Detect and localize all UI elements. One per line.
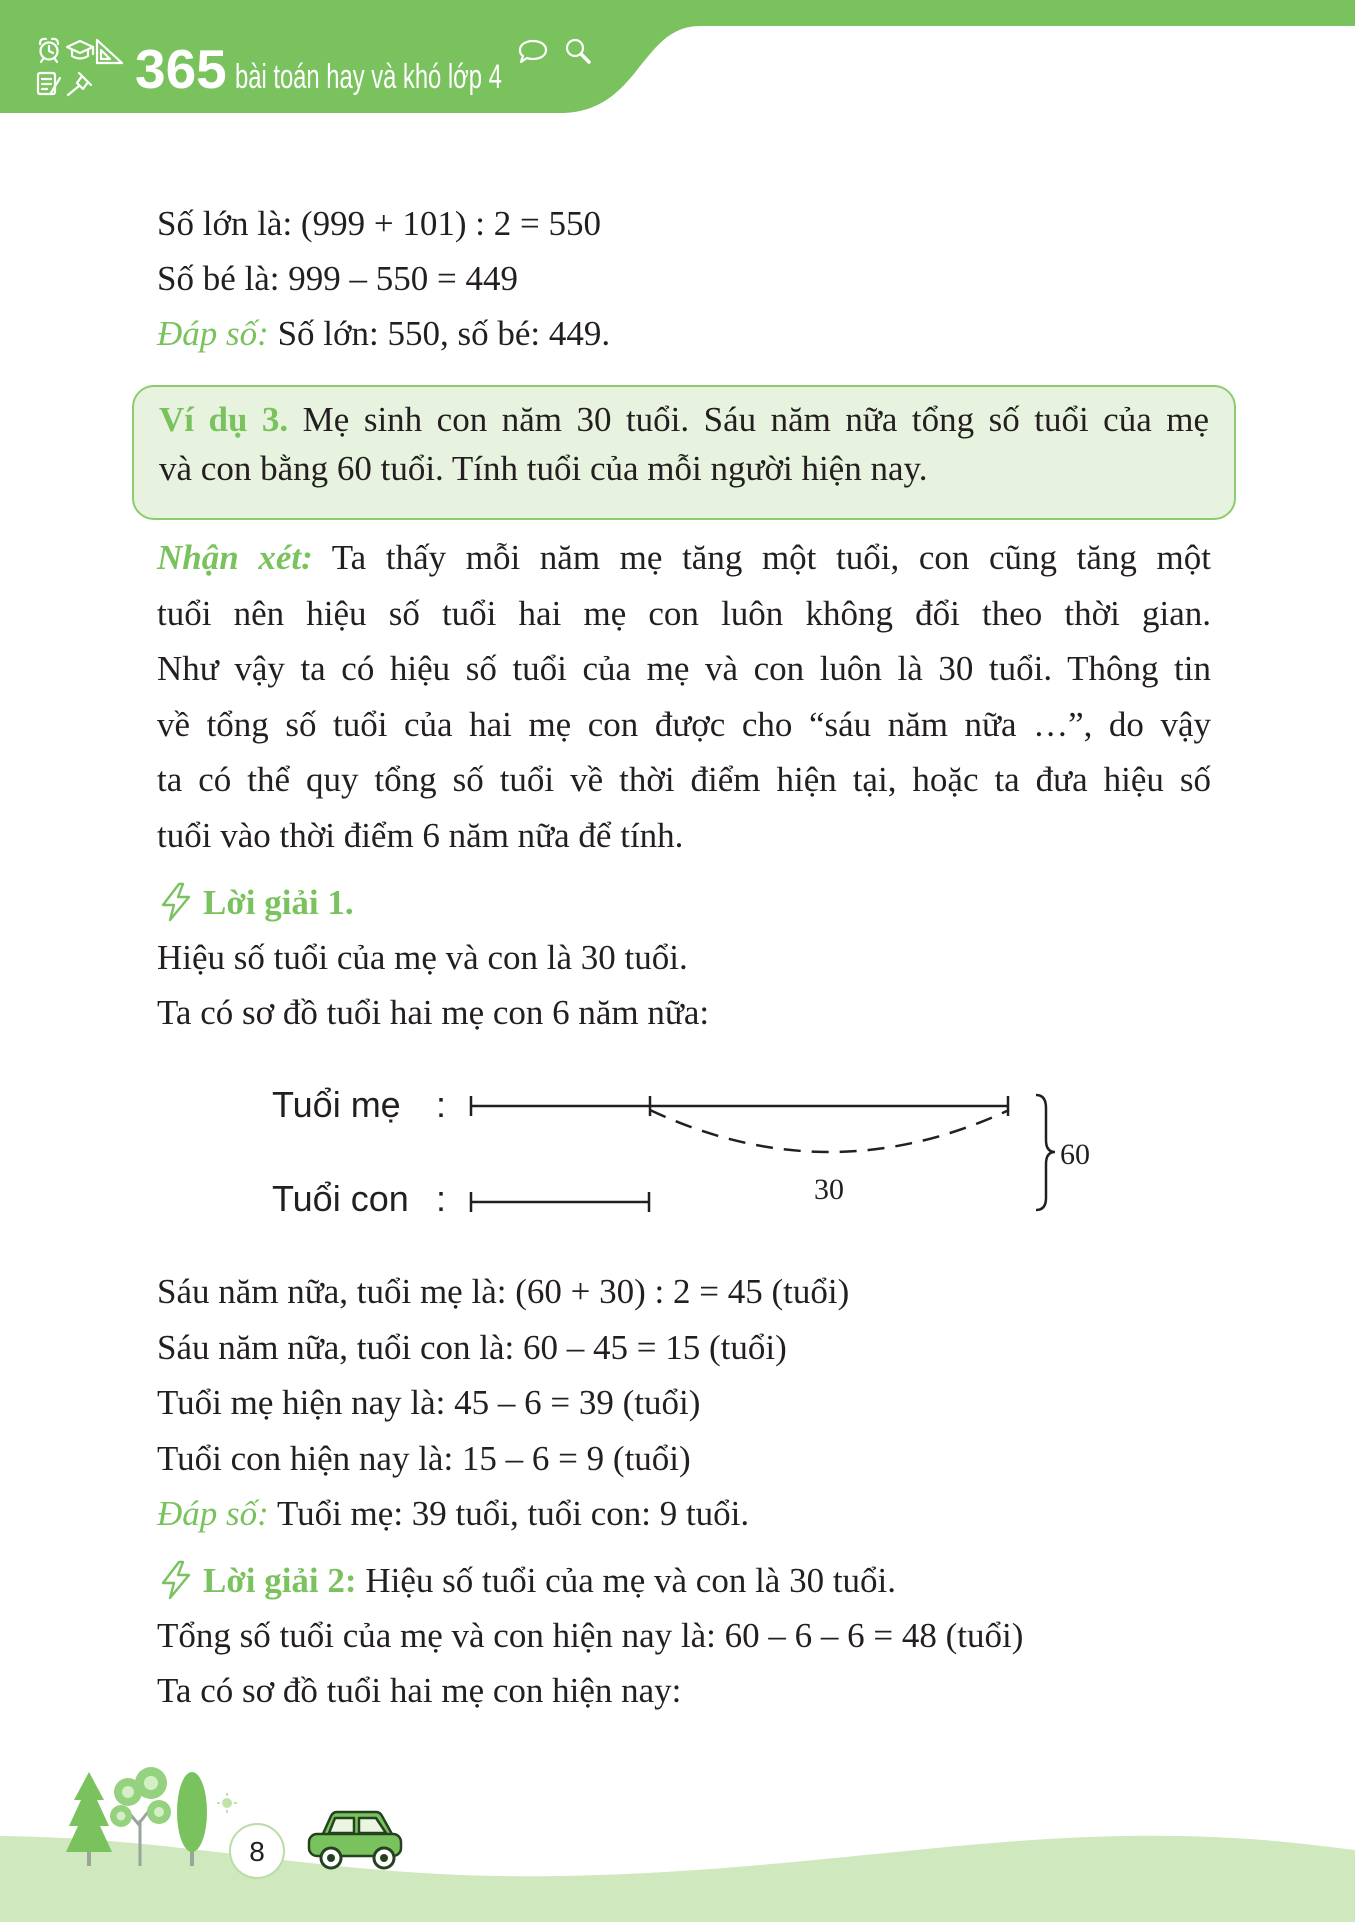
solution-line: Tổng số tuổi của mẹ và con hiện nay là: 60 – 6 – 6 = 48 (tuổi) <box>157 1616 1024 1655</box>
difference-arc <box>650 1110 1009 1152</box>
solution-1-heading <box>157 875 1211 930</box>
car-icon <box>309 1812 401 1868</box>
answer-line <box>157 1486 1211 1542</box>
example-text: Mẹ sinh con năm 30 tuổi. Sáu năm nữa tổng số tuổi của mẹ <box>302 400 1209 439</box>
previous-solution <box>157 196 1211 361</box>
example-box <box>132 385 1236 520</box>
remark-text: Ta thấy mỗi năm mẹ tăng một tuổi, con cũng tăng một <box>331 538 1211 577</box>
footer-illustration <box>0 1740 1355 1922</box>
total-brace <box>1036 1095 1055 1210</box>
mother-age-label: Tuổi mẹ <box>272 1084 401 1125</box>
remark-paragraph <box>157 530 1211 864</box>
solution-1-steps <box>157 1264 1211 1542</box>
total-value: 60 <box>1060 1138 1090 1171</box>
remark-line: Như vậy ta có hiệu số tuổi của mẹ và con luôn là 30 tuổi. Thông tin <box>157 649 1211 689</box>
ground-wave <box>0 1836 1355 1922</box>
solution-2-first-line: Hiệu số tuổi của mẹ và con là 30 tuổi. <box>365 1561 897 1600</box>
age-diagram <box>0 1060 1355 1240</box>
solution-step: Sáu năm nữa, tuổi mẹ là: (60 + 30) : 2 = 45 (tuổi) <box>157 1272 850 1311</box>
page-number-badge <box>230 1824 284 1878</box>
child-age-label: Tuổi con <box>272 1178 409 1219</box>
remark-line <box>157 530 1211 586</box>
remark-line: về tổng số tuổi của hai mẹ con được cho “sáu năm nữa …”, do vậy <box>157 704 1211 744</box>
child-label-colon: : <box>436 1178 447 1219</box>
example-line <box>159 395 1209 444</box>
remark-line: ta có thể quy tổng số tuổi về thời điểm hiện tại, hoặc ta đưa hiệu số <box>157 760 1211 800</box>
solution-line: Số bé là: 999 – 550 = 449 <box>157 259 518 298</box>
solution-step: Sáu năm nữa, tuổi con là: 60 – 45 = 15 (tuổi) <box>157 1327 787 1367</box>
answer-label: Đáp số: <box>157 1494 269 1533</box>
solution-1-intro <box>157 875 1211 1040</box>
solution-line: Ta có sơ đồ tuổi hai mẹ con hiện nay: <box>157 1671 682 1710</box>
lightning-icon <box>157 882 195 922</box>
solution-2-title: Lời giải 2: <box>203 1561 357 1600</box>
sparkle-icon <box>217 1793 237 1813</box>
solution-2 <box>157 1553 1211 1718</box>
answer-label: Đáp số: <box>157 314 269 353</box>
remark-label: Nhận xét: <box>157 538 313 577</box>
answer-line <box>157 306 1211 361</box>
book-number: 365 <box>135 38 227 100</box>
solution-line: Hiệu số tuổi của mẹ và con là 30 tuổi. <box>157 938 688 977</box>
remark-line: tuổi nên hiệu số tuổi hai mẹ con luôn không đổi theo thời gian. <box>157 593 1211 633</box>
difference-value: 30 <box>814 1173 844 1206</box>
solution-step: Tuổi con hiện nay là: 15 – 6 = 9 (tuổi) <box>157 1438 691 1478</box>
solution-line: Số lớn là: (999 + 101) : 2 = 550 <box>157 204 601 243</box>
example-label: Ví dụ 3. <box>159 400 289 439</box>
pine-tree-icon <box>66 1772 112 1866</box>
answer-text: Số lớn: 550, số bé: 449. <box>277 314 611 353</box>
answer-text: Tuổi mẹ: 39 tuổi, tuổi con: 9 tuổi. <box>276 1494 750 1533</box>
solution-1-title: Lời giải 1. <box>203 883 354 922</box>
page-number: 8 <box>249 1836 265 1867</box>
solution-2-heading <box>157 1553 1211 1608</box>
solution-step: Tuổi mẹ hiện nay là: 45 – 6 = 39 (tuổi) <box>157 1383 701 1422</box>
mother-label-colon: : <box>436 1084 447 1125</box>
solution-line: Ta có sơ đồ tuổi hai mẹ con 6 năm nữa: <box>157 993 710 1032</box>
book-title: bài toán hay và khó lớp 4 <box>235 57 502 97</box>
remark-line: tuổi vào thời điểm 6 năm nữa để tính. <box>157 815 684 855</box>
header-banner <box>0 0 1355 120</box>
example-line: và con bằng 60 tuổi. Tính tuổi của mỗi người hiện nay. <box>159 449 928 488</box>
lightning-icon <box>157 1560 195 1600</box>
